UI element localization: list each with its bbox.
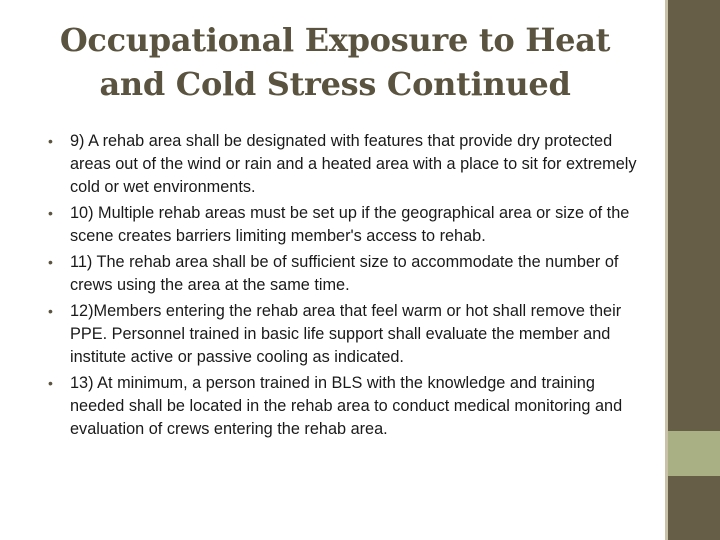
bullet-text: 12)Members entering the rehab area that feel warm or hot shall remove their PPE. Personnel trained in basic life support shall evaluate the member and institute active or passive cooling as indicated. (70, 302, 622, 366)
bullet-icon: • (48, 254, 53, 270)
slide-title (20, 18, 650, 106)
bullet-text: 9) A rehab area shall be designated with features that provide dry protected areas out of the wind or rain and a heated area with a place to sit for extremely cold or wet environments. (70, 132, 637, 196)
bullet-text: 10) Multiple rehab areas must be set up if the geographical area or size of the scene creates barriers limiting member's access to rehab. (70, 204, 630, 245)
bullet-item-9 (48, 130, 648, 199)
bullet-text: 13) At minimum, a person trained in BLS with the knowledge and training needed shall be located in the rehab area to conduct medical monitoring and evaluation of crews entering the rehab area. (70, 374, 623, 438)
sidebar-band-bottom (668, 476, 720, 540)
bullet-item-10 (48, 202, 648, 248)
bullet-icon: • (48, 375, 53, 391)
slide-title-line-2: and Cold Stress Continued (99, 65, 571, 103)
bullet-icon: • (48, 205, 53, 221)
bullet-icon: • (48, 303, 53, 319)
bullet-text: 11) The rehab area shall be of sufficient size to accommodate the number of crews using the area at the same time. (70, 253, 619, 294)
bullet-item-13 (48, 372, 648, 441)
bullet-icon: • (48, 133, 53, 149)
sidebar-band-top (668, 0, 720, 431)
bullet-list (48, 130, 648, 444)
slide-title-line-1: Occupational Exposure to Heat (59, 21, 611, 59)
bullet-item-11 (48, 251, 648, 297)
sidebar-band-accent (668, 431, 720, 476)
bullet-item-12 (48, 300, 648, 369)
